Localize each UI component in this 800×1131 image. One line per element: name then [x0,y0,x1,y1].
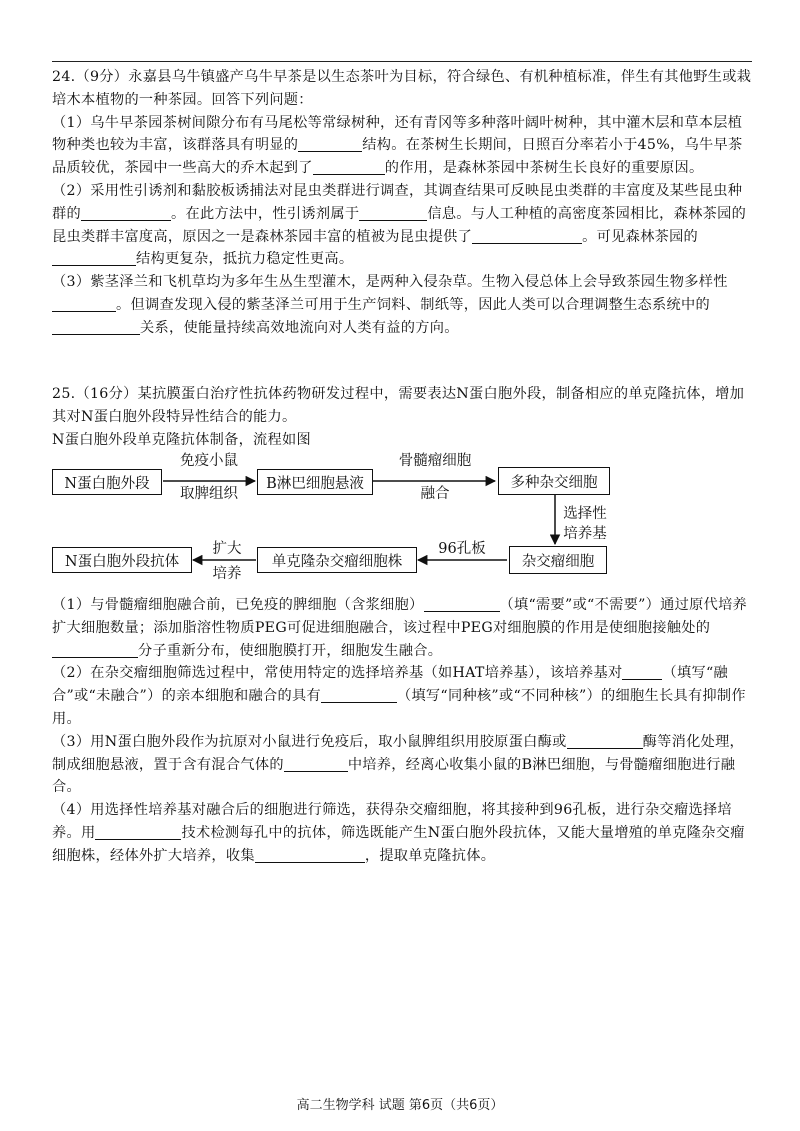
label-expand: 扩大 [212,541,242,557]
box-hybridoma: 杂交瘤细胞 [509,546,607,574]
flowchart [52,453,612,586]
question-24 [52,66,754,340]
label-selective-medium: 选择性 培养基 [563,506,607,542]
answer-blank[interactable] [321,687,397,703]
box-bcell-suspension: B淋巴细胞悬液 [257,469,373,495]
page-footer: 高二生物学科 试题 第6页（共6页） [296,1098,504,1113]
answer-blank[interactable] [95,824,181,840]
q25-part3: （3）用N蛋白胞外段作为抗原对小鼠进行免疫后，取小鼠脾组织用胶原蛋白酶或 酶等消化处理，制成细胞悬液，置于含有混合气体的 中培养，经离心收集小鼠的B淋巴细胞，与骨髓瘤细胞进行融合。 [52,733,745,796]
answer-blank[interactable] [284,756,348,772]
q24-part1: （1）乌牛早茶园茶树间隙分布有马尾松等常绿树种，还有青冈等多种落叶阔叶树种，其中灌木层和草本层植物种类也较为丰富，该群落具有明显的 结构。在茶树生长期间，日照百分率若小于45%，乌牛早茶品质较优，茶园中一些高大的乔木起到了 的作用，是森林茶园中茶树生长良好的重要原因。 [52,114,743,177]
question-25-parts [52,594,754,868]
answer-blank[interactable] [255,847,365,863]
header-rule [52,61,752,62]
question-25-intro [52,383,754,451]
q24-intro: 24.（9分）永嘉县乌牛镇盛产乌牛早茶是以生态茶叶为目标，符合绿色、有机种植标准，伴生有其他野生或栽培木本植物的一种茶园。回答下列问题： [52,69,752,108]
answer-blank[interactable] [472,228,582,244]
q25-part4: （4）用选择性培养基对融合后的细胞进行筛选，获得杂交瘤细胞，将其接种到96孔板，进行杂交瘤选择培养。用 技术检测每孔中的抗体，筛选既能产生N蛋白胞外段抗体，又能大量增殖的单克隆杂交瘤细胞株，经体外扩大培养，收集 ，提取单克隆抗体。 [52,802,745,864]
box-multiple-hybrids: 多种杂交细胞 [498,467,610,495]
label-immunize: 免疫小鼠 [180,453,238,469]
answer-blank[interactable] [567,733,643,749]
label-myeloma: 骨髓瘤细胞 [398,453,472,469]
label-spleen: 取脾组织 [180,486,238,502]
answer-blank[interactable] [52,319,140,335]
label-culture: 培养 [212,566,242,582]
box-monoclonal-line: 单克隆杂交瘤细胞株 [257,547,417,573]
answer-blank[interactable] [52,250,136,266]
label-fusion: 融合 [420,486,450,502]
answer-blank[interactable] [622,664,662,680]
label-96-well: 96孔板 [438,541,486,557]
answer-blank[interactable] [81,205,171,221]
flow-caption: N蛋白胞外段单克隆抗体制备，流程如图 [52,431,312,448]
q25-part1: （1）与骨髓瘤细胞融合前，已免疫的脾细胞（含浆细胞） （填“需要”或“不需要”）通过原代培养扩大细胞数量；添加脂溶性物质PEG可促进细胞融合，该过程中PEG对细胞膜的作用是使细胞接触处的分子重新分布，使细胞膜打开，细胞发生融合。 [52,597,748,659]
q24-part2: （2）采用性引诱剂和黏胶板诱捕法对昆虫类群进行调查，其调查结果可反映昆虫类群的丰富度及某些昆虫种群的 。在此方法中，性引诱剂属于 信息。与人工种植的高密度茶园相比，森林茶园的昆虫类群丰富度高，原因之一是森林茶园丰富的植被为昆虫提供了 。可见森林茶园的结构更复杂，抵抗力稳定性更高。 [52,182,747,268]
answer-blank[interactable] [52,296,116,312]
box-antigen: N蛋白胞外段 [52,469,162,495]
answer-blank[interactable] [52,642,138,658]
q25-intro: 25.（16分）某抗膜蛋白治疗性抗体药物研发过程中，需要表达N蛋白胞外段，制备相应的单克隆抗体，增加其对N蛋白胞外段特异性结合的能力。 [52,386,745,425]
answer-blank[interactable] [424,596,500,612]
box-antibody: N蛋白胞外段抗体 [52,547,192,573]
answer-blank[interactable] [359,205,427,221]
answer-blank[interactable] [298,136,362,152]
answer-blank[interactable] [313,159,385,175]
q25-part2: （2）在杂交瘤细胞筛选过程中，常使用特定的选择培养基（如HAT培养基），该培养基对 （填写“融合”或“未融合”）的亲本细胞和融合的具有 （填写“同种核”或“不同种核”）的细胞生长具有抑制作用。 [52,665,746,727]
q24-part3: （3）紫茎泽兰和飞机草均为多年生丛生型灌木，是两种入侵杂草。生物入侵总体上会导致茶园生物多样性。但调查发现入侵的紫茎泽兰可用于生产饲料、制纸等，因此人类可以合理调整生态系统中的关系，使能量持续高效地流向对人类有益的方向。 [52,274,728,336]
